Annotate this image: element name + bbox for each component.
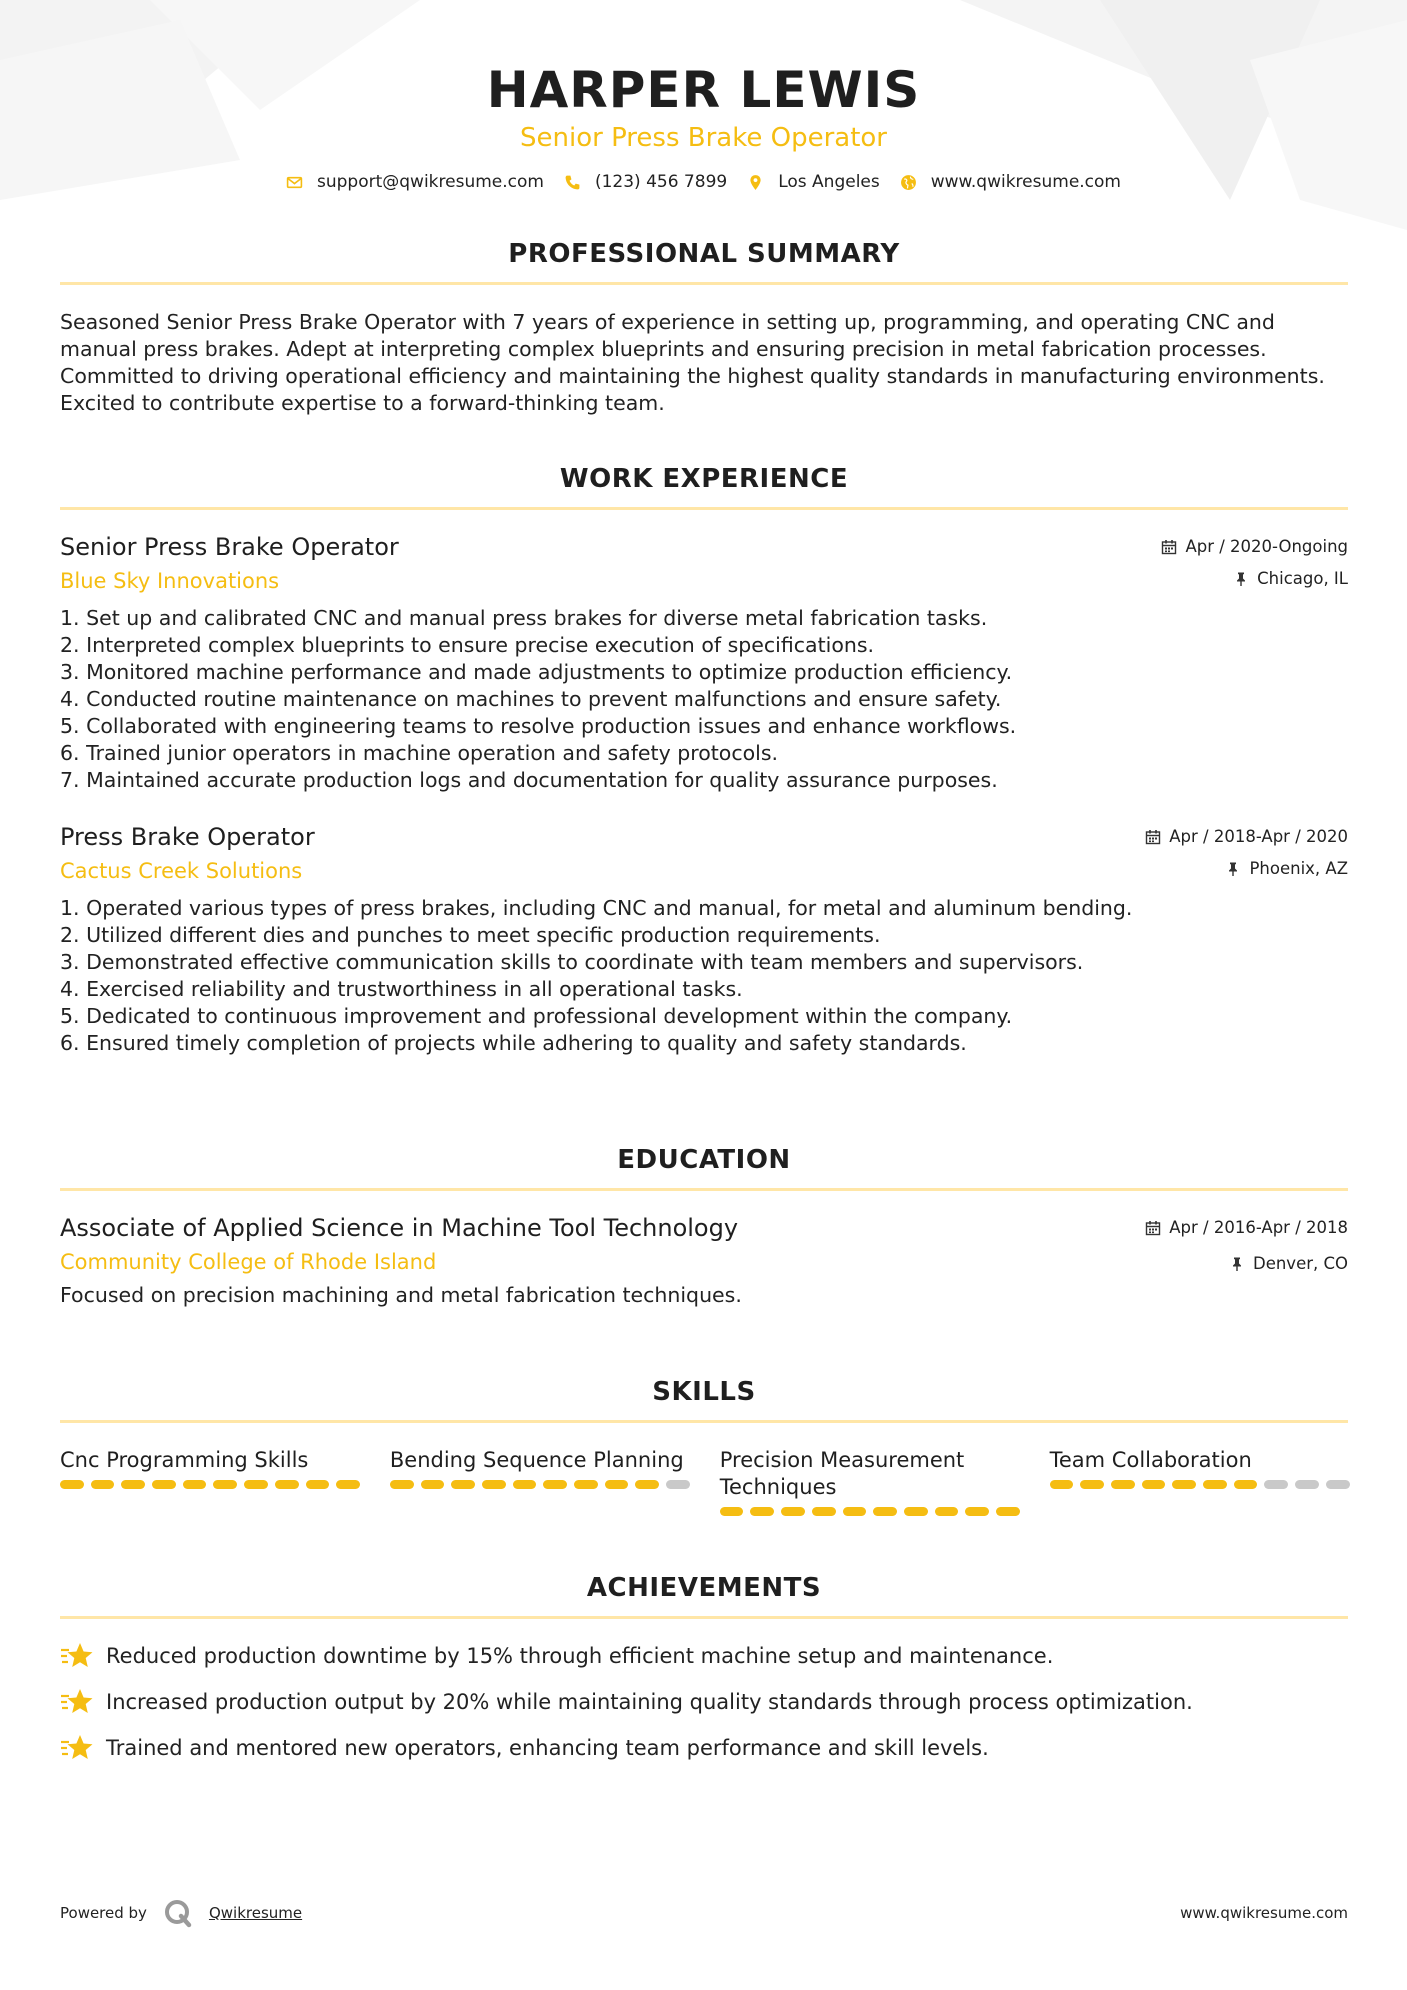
- phone-text: (123) 456 7899: [594, 172, 728, 192]
- list-item: 7. Maintained accurate production logs and documentation for quality assurance purposes.: [60, 768, 998, 792]
- skill-segment-filled: [306, 1480, 330, 1489]
- summary-text: Seasoned Senior Press Brake Operator with 7 years of experience in setting up, programming, and operating CNC and manual press brakes. Adept at interpreting complex blueprints and ensuring precision in metal fabrication processes. Committed to driving operational efficiency and maintaining the highest quality standards in manufacturing environments. Excited to contribute expertise to a forward-thinking team.: [60, 310, 1325, 415]
- skill-segment-filled: [213, 1480, 237, 1489]
- skill-segment-filled: [183, 1480, 207, 1489]
- skill-rating: [390, 1480, 690, 1489]
- skill-segment-filled: [91, 1480, 115, 1489]
- pushpin-icon: [1233, 571, 1249, 587]
- summary-section: [60, 238, 1348, 417]
- job-bullets: [60, 895, 1348, 1057]
- footer-website[interactable]: www.qwikresume.com: [1180, 1904, 1348, 1922]
- achievements-list: [60, 1641, 1348, 1763]
- skill-segment-filled: [750, 1507, 774, 1516]
- section-divider: [60, 1616, 1348, 1619]
- skill-segment-empty: [1326, 1480, 1350, 1489]
- calendar-icon: [1145, 1220, 1161, 1236]
- experience-section: [60, 463, 1348, 1057]
- skill-segment-filled: [513, 1480, 537, 1489]
- skill-segment-filled: [605, 1480, 629, 1489]
- pushpin-icon: [1225, 861, 1241, 877]
- list-item: 1. Set up and calibrated CNC and manual press brakes for diverse metal fabrication tasks.: [60, 606, 988, 630]
- education-heading: EDUCATION: [617, 1145, 791, 1175]
- list-item: 3. Demonstrated effective communication skills to coordinate with team members and supervisors.: [60, 950, 1084, 974]
- education-section: [60, 1144, 1348, 1309]
- list-item: 6. Ensured timely completion of projects while adhering to quality and safety standards.: [60, 1031, 967, 1055]
- list-item: 2. Utilized different dies and punches to meet specific production requirements.: [60, 923, 881, 947]
- skill-segment-filled: [873, 1507, 897, 1516]
- achievement-text: Trained and mentored new operators, enhancing team performance and skill levels.: [106, 1736, 989, 1760]
- contact-website[interactable]: [900, 172, 1121, 192]
- contact-location: [747, 172, 880, 192]
- skills-heading: SKILLS: [652, 1377, 756, 1407]
- skill-segment-filled: [275, 1480, 299, 1489]
- skill-segment-filled: [843, 1507, 867, 1516]
- contact-email[interactable]: [286, 172, 544, 192]
- job-title: Senior Press Brake Operator: [60, 533, 399, 561]
- list-item: [60, 1733, 1348, 1763]
- powered-by-label: Powered by: [60, 1904, 147, 1922]
- skill-segment-filled: [543, 1480, 567, 1489]
- skill-segment-filled: [451, 1480, 475, 1489]
- achievement-text: Increased production output by 20% while maintaining quality standards through process optimization.: [106, 1690, 1193, 1714]
- skill-rating: [1050, 1480, 1350, 1489]
- phone-icon: [564, 174, 581, 191]
- skills-section: [60, 1376, 1348, 1516]
- job-dates: Apr / 2020-Ongoing: [1185, 537, 1348, 556]
- job-title: Press Brake Operator: [60, 823, 315, 851]
- list-item: 4. Exercised reliability and trustworthiness in all operational tasks.: [60, 977, 743, 1001]
- brand-link[interactable]: Qwikresume: [208, 1904, 303, 1922]
- page-footer: [60, 1898, 1348, 1928]
- calendar-icon: [1145, 829, 1161, 845]
- skill-name: Bending Sequence Planning: [389, 1448, 684, 1472]
- skill-name: Cnc Programming Skills: [60, 1448, 309, 1472]
- degree-title: Associate of Applied Science in Machine Tool Technology: [60, 1214, 739, 1242]
- map-pin-icon: [747, 174, 764, 191]
- star-icon: [60, 1687, 94, 1717]
- section-divider: [60, 507, 1348, 510]
- skill-segment-filled: [1203, 1480, 1227, 1489]
- list-item: 3. Monitored machine performance and made adjustments to optimize production efficiency.: [60, 660, 1013, 684]
- skill-segment-filled: [482, 1480, 506, 1489]
- skill-segment-empty: [1264, 1480, 1288, 1489]
- achievement-text: Reduced production downtime by 15% through efficient machine setup and maintenance.: [106, 1644, 1054, 1668]
- skill-segment-empty: [1295, 1480, 1319, 1489]
- powered-by: [60, 1898, 302, 1928]
- skill-segment-filled: [152, 1480, 176, 1489]
- skill-segment-filled: [1050, 1480, 1074, 1489]
- job-company: Cactus Creek Solutions: [60, 859, 303, 883]
- skill-segment-filled: [781, 1507, 805, 1516]
- skill-segment-filled: [720, 1507, 744, 1516]
- section-divider: [60, 1188, 1348, 1191]
- job-location: Chicago, IL: [1257, 569, 1348, 588]
- skills-grid: [60, 1447, 1348, 1516]
- job-entry: [60, 532, 1348, 794]
- summary-heading: PROFESSIONAL SUMMARY: [508, 239, 900, 269]
- list-item: [60, 1641, 1348, 1671]
- skill-segment-filled: [1111, 1480, 1135, 1489]
- job-company: Blue Sky Innovations: [60, 569, 280, 593]
- education-dates: Apr / 2016-Apr / 2018: [1169, 1218, 1348, 1237]
- job-bullets: [60, 605, 1348, 794]
- list-item: 1. Operated various types of press brakes, including CNC and manual, for metal and aluminum bending.: [60, 896, 1133, 920]
- list-item: 5. Dedicated to continuous improvement and professional development within the company.: [60, 1004, 1013, 1028]
- resume-header: [0, 0, 1407, 192]
- education-location: Denver, CO: [1252, 1254, 1348, 1273]
- candidate-name: HARPER LEWIS: [486, 61, 921, 119]
- skill-segment-filled: [965, 1507, 989, 1516]
- contact-phone[interactable]: [564, 172, 727, 192]
- school-name: Community College of Rhode Island: [60, 1250, 437, 1274]
- skill-rating: [60, 1480, 360, 1489]
- education-meta: [1145, 1217, 1348, 1275]
- skill-segment-filled: [390, 1480, 414, 1489]
- skill-segment-filled: [244, 1480, 268, 1489]
- skill-name: Precision Measurement Techniques: [719, 1448, 965, 1499]
- job-location: Phoenix, AZ: [1249, 859, 1348, 878]
- envelope-icon: [286, 174, 303, 191]
- skill-segment-filled: [574, 1480, 598, 1489]
- skill-item: [60, 1447, 360, 1516]
- skill-segment-filled: [1172, 1480, 1196, 1489]
- achievements-heading: ACHIEVEMENTS: [586, 1573, 822, 1603]
- experience-heading: WORK EXPERIENCE: [559, 464, 849, 494]
- job-entry: [60, 822, 1348, 1057]
- candidate-title: Senior Press Brake Operator: [520, 123, 887, 153]
- skill-item: [1050, 1447, 1350, 1516]
- skill-segment-filled: [60, 1480, 84, 1489]
- location-text: Los Angeles: [778, 172, 880, 192]
- skill-segment-filled: [935, 1507, 959, 1516]
- skill-segment-empty: [666, 1480, 690, 1489]
- website-text: www.qwikresume.com: [930, 172, 1121, 192]
- qwikresume-logo-icon: [163, 1898, 193, 1928]
- skill-segment-filled: [812, 1507, 836, 1516]
- skill-segment-filled: [121, 1480, 145, 1489]
- list-item: 4. Conducted routine maintenance on machines to prevent malfunctions and ensure safety.: [60, 687, 1002, 711]
- list-item: 5. Collaborated with engineering teams to resolve production issues and enhance workflows.: [60, 714, 1017, 738]
- skill-rating: [720, 1507, 1020, 1516]
- list-item: 2. Interpreted complex blueprints to ensure precise execution of specifications.: [60, 633, 875, 657]
- skill-item: [390, 1447, 690, 1516]
- job-meta: [1161, 536, 1348, 590]
- calendar-icon: [1161, 539, 1177, 555]
- star-icon: [60, 1733, 94, 1763]
- skill-segment-filled: [996, 1507, 1020, 1516]
- skill-segment-filled: [421, 1480, 445, 1489]
- skill-item: [720, 1447, 1020, 1516]
- job-meta: [1145, 826, 1348, 880]
- skill-segment-filled: [1142, 1480, 1166, 1489]
- list-item: [60, 1687, 1348, 1717]
- education-entry: [60, 1213, 1348, 1309]
- achievements-section: [60, 1572, 1348, 1779]
- skill-segment-filled: [336, 1480, 360, 1489]
- pushpin-icon: [1229, 1256, 1245, 1272]
- section-divider: [60, 282, 1348, 285]
- list-item: 6. Trained junior operators in machine operation and safety protocols.: [60, 741, 779, 765]
- contact-bar: [0, 172, 1407, 192]
- star-icon: [60, 1641, 94, 1671]
- skill-segment-filled: [635, 1480, 659, 1489]
- skill-segment-filled: [1234, 1480, 1258, 1489]
- globe-icon: [900, 174, 917, 191]
- email-text: support@qwikresume.com: [317, 172, 544, 192]
- skill-name: Team Collaboration: [1049, 1448, 1252, 1472]
- skill-segment-filled: [904, 1507, 928, 1516]
- job-dates: Apr / 2018-Apr / 2020: [1169, 827, 1348, 846]
- section-divider: [60, 1420, 1348, 1423]
- education-description: Focused on precision machining and metal fabrication techniques.: [60, 1283, 742, 1307]
- skill-segment-filled: [1080, 1480, 1104, 1489]
